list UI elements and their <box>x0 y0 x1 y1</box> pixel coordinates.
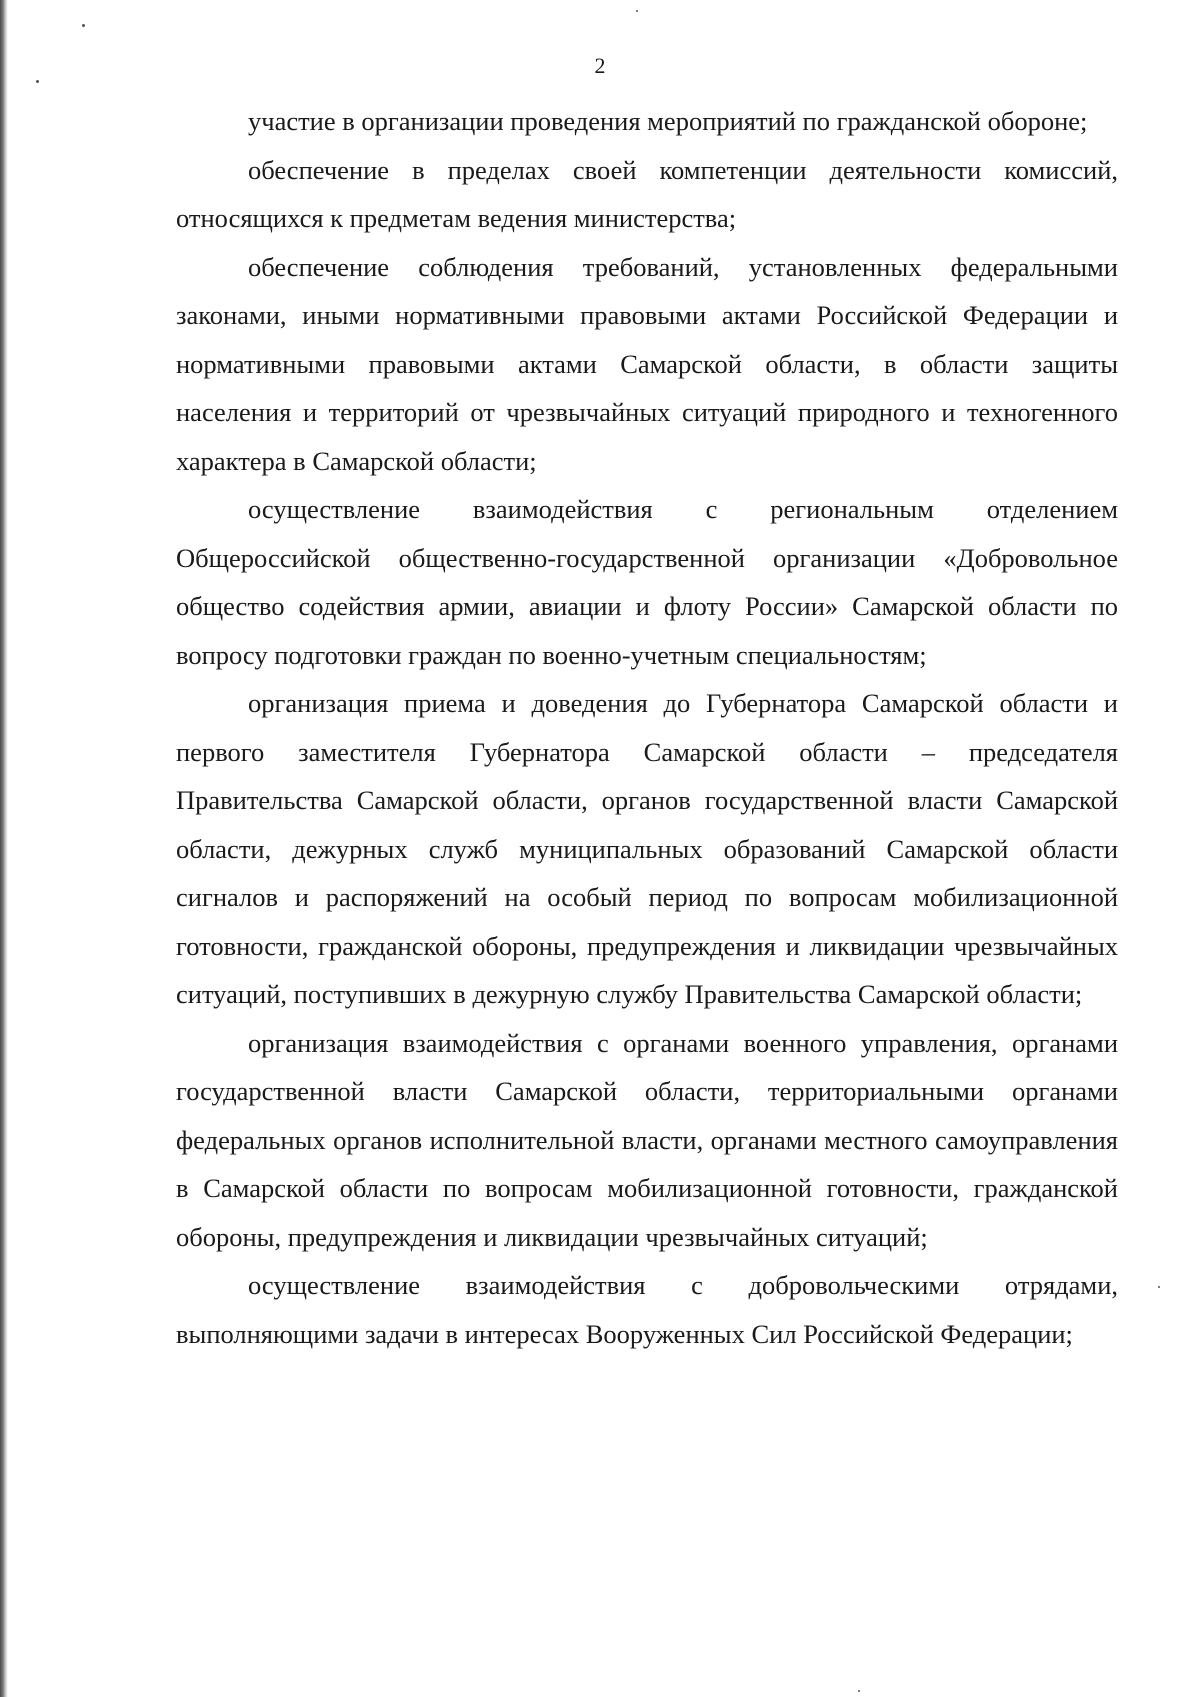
scan-edge-shadow <box>0 0 8 1697</box>
document-body <box>176 97 1118 1358</box>
paragraph-signals-reception: организация приема и доведения до Губернатора Самарской области и первого заместителя Губернатора Самарской области – председателя Правительства Самарской области, органов государственной власти Самарской области, дежурных служб муниципальных образований Самарской области сигналов и распоряжений на особый период по вопросам мобилизационной готовности, гражданской обороны, предупреждения и ликвидации чрезвычайных ситуаций, поступивших в дежурную службу Правительства Самарской области; <box>176 688 1118 1009</box>
scan-speck <box>858 1690 860 1692</box>
paragraph-dosaaf-cooperation: осуществление взаимодействия с региональным отделением Общероссийской общественно-государственной организации «Добровольное общество содействия армии, авиации и флоту России» Самарской области по вопросу подготовки граждан по военно-учетным специальностям; <box>176 494 1118 670</box>
paragraph-civil-defense: участие в организации проведения мероприятий по гражданской обороне; <box>248 106 1088 136</box>
paragraph-military-cooperation: организация взаимодействия с органами военного управления, органами государственной власти Самарской области, территориальными органами федеральных органов исполнительной власти, органами местного самоуправления в Самарской области по вопросам мобилизационной готовности, гражданской обороны, предупреждения и ликвидации чрезвычайных ситуаций; <box>176 1027 1118 1252</box>
scan-speck <box>82 24 85 27</box>
paragraph-compliance: обеспечение соблюдения требований, установленных федеральными законами, иными нормативными правовыми актами Российской Федерации и нормативными правовыми актами Самарской области, в области защиты населения и территорий от чрезвычайных ситуаций природного и техногенного характера в Самарской области; <box>176 251 1118 476</box>
scan-speck <box>636 10 638 12</box>
scan-speck <box>1158 1286 1160 1288</box>
scan-speck <box>36 80 39 83</box>
paragraph-volunteer-units: осуществление взаимодействия с добровольческими отрядами, выполняющими задачи в интересах Вооруженных Сил Российской Федерации; <box>176 1270 1118 1349</box>
page-number: 2 <box>594 53 606 78</box>
paragraph-commissions: обеспечение в пределах своей компетенции деятельности комиссий, относящихся к предметам ведения министерства; <box>176 154 1118 233</box>
